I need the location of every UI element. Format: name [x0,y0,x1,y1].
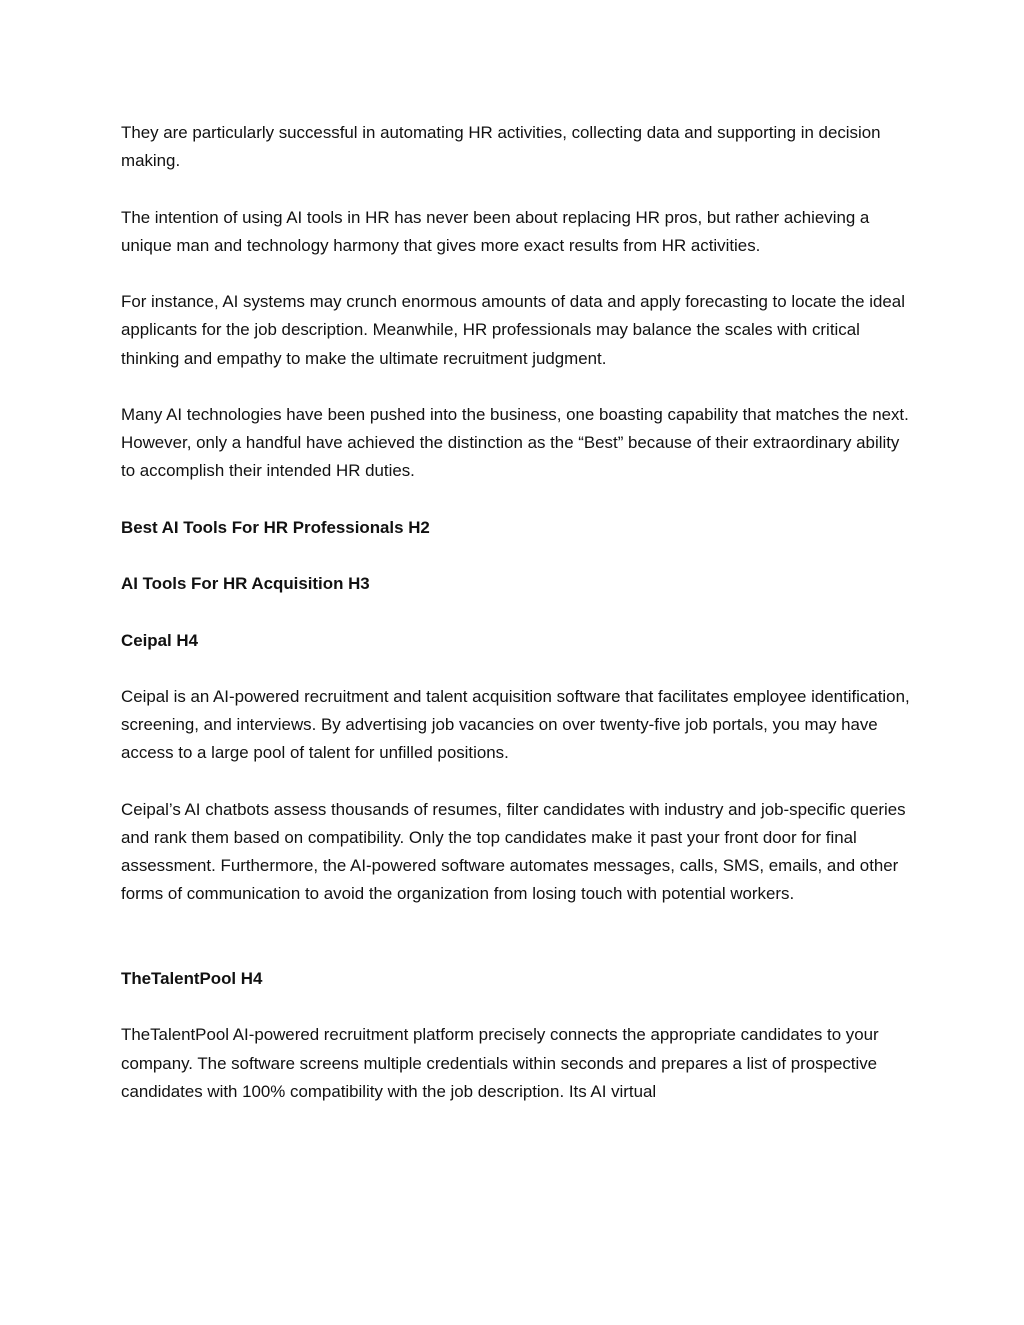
ceipal-description-paragraph: Ceipal is an AI-powered recruitment and talent acquisition software that facilitates employee identification, screening, and interviews. By advertising job vacancies on over twenty-five job portals, you may have access to a large pool of talent for unfilled positions. [121,686,910,763]
thetalentpool-description-paragraph: TheTalentPool AI-powered recruitment platform precisely connects the appropriate candidates to your company. The software screens multiple credentials within seconds and prepares a list of prospective candidates with 100% compatibility with the job description. Its AI virtual [121,1025,879,1101]
heading-best-ai-tools: Best AI Tools For HR Professionals H2 [121,517,430,537]
technologies-paragraph: Many AI technologies have been pushed into the business, one boasting capability that matches the next. However, only a handful have achieved the distinction as the “Best” because of their extraordinary ability to accomplish their intended HR duties. [121,404,909,481]
heading-ceipal: Ceipal H4 [121,630,198,650]
example-paragraph: For instance, AI systems may crunch enormous amounts of data and apply forecasting to locate the ideal applicants for the job description. Meanwhile, HR professionals may balance the scales with critical thinking and empathy to make the ultimate recruitment judgment. [121,292,905,368]
heading-thetalentpool: TheTalentPool H4 [121,968,263,988]
document-body [121,119,911,1134]
intention-paragraph: The intention of using AI tools in HR has never been about replacing HR pros, but rather achieving a unique man and technology harmony that gives more exact results from HR activities. [121,207,870,255]
ceipal-chatbots-paragraph: Ceipal’s AI chatbots assess thousands of resumes, filter candidates with industry and job-specific queries and rank them based on compatibility. Only the top candidates make it past your front door for final assessment. Furthermore, the AI-powered software automates messages, calls, SMS, emails, and other forms of communication to avoid the organization from losing touch with potential workers. [121,799,906,904]
intro-paragraph: They are particularly successful in automating HR activities, collecting data and supporting in decision making. [121,123,881,171]
heading-hr-acquisition: AI Tools For HR Acquisition H3 [121,574,370,594]
